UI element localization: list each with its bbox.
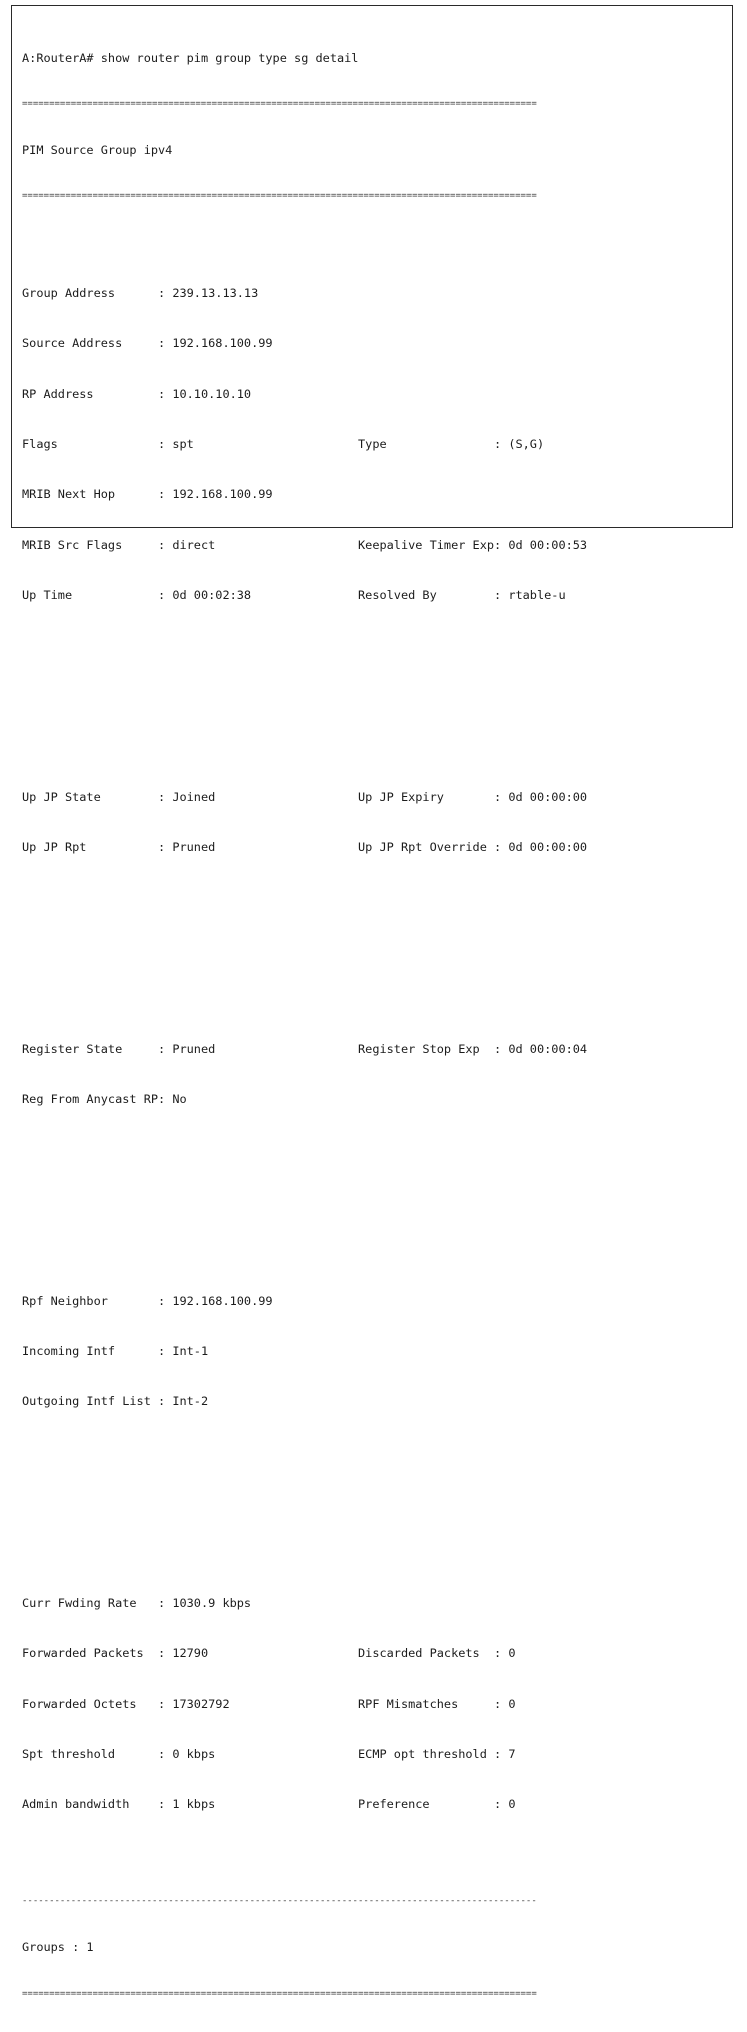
blank-line: [22, 688, 587, 705]
field-row: Up Time : 0d 00:02:38 Resolved By : rtable-u: [22, 588, 566, 603]
field-row: Reg From Anycast RP: No: [22, 1091, 187, 1106]
field-row: Up JP State : Joined Up JP Expiry : 0d 00:00:00: [22, 789, 588, 804]
field-row: MRIB Next Hop : 192.168.100.99: [22, 487, 273, 502]
single-rule: -----------------------------------------------------------------------------------------------: [22, 1896, 537, 1907]
field-row: Outgoing Intf List : Int-2: [22, 1394, 209, 1409]
register-block: [22, 1007, 587, 1141]
field-row: Group Address : 239.13.13.13: [22, 285, 259, 300]
groups-count: Groups : 1: [22, 1940, 94, 1955]
blank-line: [22, 940, 587, 957]
field-row: Forwarded Packets : 12790 Discarded Packets : 0: [22, 1646, 516, 1661]
double-rule-bottom: ===============================================================================================: [22, 1988, 537, 1999]
field-row: MRIB Src Flags : direct Keepalive Timer Exp: 0d 00:00:53: [22, 537, 588, 552]
blank-line: [22, 1192, 587, 1209]
field-row: Curr Fwding Rate : 1030.9 kbps: [22, 1595, 252, 1610]
screenshot-frame: [11, 5, 733, 1999]
field-row: Incoming Intf : Int-1: [22, 1343, 209, 1358]
field-row: Up JP Rpt : Pruned Up JP Rpt Override : 0d 00:00:00: [22, 840, 588, 855]
field-row: Admin bandwidth : 1 kbps Preference : 0: [22, 1797, 516, 1812]
field-row: RP Address : 10.10.10.10: [22, 386, 252, 401]
blank-line: [22, 1494, 587, 1511]
field-row: Spt threshold : 0 kbps ECMP opt threshold : 7: [22, 1747, 516, 1762]
field-row: Forwarded Octets : 17302792 RPF Mismatches : 0: [22, 1696, 516, 1711]
field-row: Flags : spt Type : (S,G): [22, 436, 545, 451]
cli-command-line: A:RouterA# show router pim group type sg detail: [22, 50, 359, 65]
forwarding-stats-block: [22, 1561, 587, 1847]
field-row: Rpf Neighbor : 192.168.100.99: [22, 1293, 273, 1308]
field-row: Source Address : 192.168.100.99: [22, 336, 273, 351]
double-rule-top: ===============================================================================================: [22, 98, 537, 109]
field-row: Register State : Pruned Register Stop Exp : 0d 00:00:04: [22, 1041, 588, 1056]
join-prune-block: [22, 755, 587, 889]
cli-output: [22, 16, 587, 2032]
group-info-block: [22, 251, 587, 637]
section-title: PIM Source Group ipv4: [22, 142, 173, 157]
rpf-block: [22, 1259, 587, 1444]
double-rule-header: ===============================================================================================: [22, 191, 537, 202]
